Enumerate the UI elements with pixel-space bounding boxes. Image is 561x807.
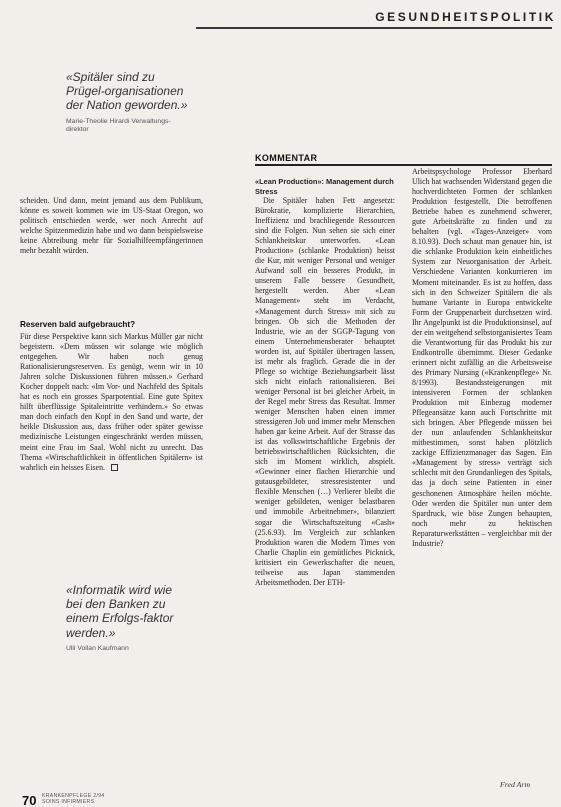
kommentar-column-2 [412,167,552,549]
footer-line: SOINS INFIRMIERS [42,799,95,806]
end-of-article-icon [111,464,118,471]
kommentar-rule [255,164,552,166]
page-number: 70 [22,793,37,807]
article-subhead: Reserven bald aufgebraucht? [20,320,136,329]
article-column-1b [20,332,203,473]
article-text: Für diese Perspektive kann sich Markus Müller gar nicht begeistern. «Dem müssen wir solange wie möglich entgegehen. Wir haben noch genug Rationalisierungsreserven. Es genügt, wenn wir in 10 Jahren solche Diskussionen führen müssen.» Gerhard Kocher doppelt nach: «Im Vor- und Nachfeld des Spitals hat es noch ein grosses Sparpotential. Eine gute Spitex hilft überflüssige Spitaleintritte verhindern.» So etwas man doch einfach den Kopf in den Sand und warte, der heikle Diskussion aus, dass früher oder später gewisse medizinische Leistungen eingeschränkt werden müssen, meint eine Frau im Saal. Wohl nicht zu unrecht. Das Thema «Wirtschaftlichkeit in öffentlichen Spitälern» ist wahrlich ein heisses Eisen. [20,332,203,472]
kommentar-title: «Lean Production»: Management durch Stress [255,177,394,196]
footer-line: KRANKENPFLEGE 2/94 [42,793,105,799]
article-paragraph [20,332,203,473]
kommentar-author: Fred Arm [500,780,531,789]
pull-quote-source: Marie-Theolie Hirardi Verwaltungs-direktor [66,117,171,134]
kommentar-label: KOMMENTAR [255,153,318,163]
pull-quote-source: Ulli Vollan Kaufmann [66,644,129,652]
pull-quote-2 [66,583,191,653]
pull-quote-text: «Spitäler sind zu Prügel-organisationen der Nation geworden.» [66,70,188,113]
kommentar-column-1 [255,177,395,588]
header-rule [196,27,552,29]
footer-publication [42,793,105,805]
pull-quote-1 [66,70,188,134]
article-column-1 [20,196,203,256]
kommentar-paragraph: Die Spitäler haben Fett angesetzt: Bürokratie, komplizierte Hierarchien, Ineffizienz und brachliegende Ressourcen sind die Folgen. Nun sehen sie sich einer Schlankheitskur unterworfen. «Lean Production» (schlanke Produktion) heisst die Kur, mit weniger Personal und weniger Aufwand soll ein besseres Produkt, in unserem Falle bessere Gesundheit, hergestellt werden. Aber «Lean Management» steht im Verdacht, «Management durch Stress» mit sich zu bringen. Ob sich die Methoden der Industrie, wie an der SGGP-Tagung von einem Unternehmensberater behauptet worden ist, auf Spitäler übertragen lassen, ist mehr als fraglich. Gerade die in der Pflege so wichtige Beziehungsarbeit lässt sich nicht einfach rationalisieren. Bei weniger Personal ist bei gleicher Arbeit, in der Regel mehr Stress das Resultat. Immer weniger Menschen haben einen immer stressigeren Job und immer mehr Menschen haben gar keine Arbeit. Auf der Strasse das ist das volkswirtschaftliche Ergebnis der betriebswirtschaftlichen Rücksichten, die sich im Moment wirklich, abspielt. «Gewinner einer flachen Hierarchie und gutausgebildeter, stressresistenter und flexible Menschen (…) Verlierer bleibt die weniger gebildeten, weniger belastbaren und immobile Arbeitnehmer», bilanziert sogar die Wirtschaftszeitung «Cash» (25.6.93). Im Vergleich zur schlanken Produktion waren die Modern Times von Charlie Chaplin ein gemütliches Picknick, kritisiert ein Gewerkschafter die neuen, teilweise aus Japan stammenden Arbeitsmethoden. Der ETH- [255,196,395,587]
article-paragraph: scheiden. Und dann, meint jemand aus dem Publikum, könne es soweit kommen wie im US-Staat Oregon, wo politisch entschieden werde, wer noch Anrecht auf welche Spitzenmedizin habe und wo dann beispielsweise keine Abtreibung mehr für Sozialhilfeempfängerinnen mehr bezahlt würden. [20,196,203,256]
kommentar-paragraph: Arbeitspsychologe Professor Eberhard Ulich hat wachsenden Widerstand gegen die hochverdichteten Formen der schlanken Produktion festgestellt. Die betroffenen Betriebe haben es zunehmend schwerer, gute Arbeitskräfte zu finden und zu behalten (vgl. «Tages-Anzeiger» vom 8.10.93). Doch schaut man genauer hin, ist die schlanke Produktion kein einheitliches System zur Neuorganisation der Arbeit. Verschiedene Varianten konkurrieren im Moment miteinander. Es ist zu hoffen, dass sich in den Schweizer Spitälern die als humane Variante in Europa entwickelte Form der Gruppenarbeit durchsetzen wird. Ihr Angelpunkt ist die Produktionsinsel, auf der ein weitgehend selbstorganisiertes Team die Verantwortung für das Produkt bis zur Endkontrolle übernimmt. Dieser Gedanke erinnert nicht zufällig an die Arbeitsweise des Primary Nursing («Krankenpflege» Nr. 8/1993). Bestandssteigerungen mit intensiveren Formen der schlanken Produktion mit Einbezug moderner Pflegeansätze kann auch Fortschritte mit sich bringen. Aber Pflegende müssen bei der nun anlaufenden Schlankheitskur mitbestimmen, sonst haben plötzlich zackige Effizienzmanager das Sagen. Ein «Management by stress» verträgt sich schlecht mit den Grundanliegen des Spitals, das ja doch seine Patienten in einer geschonenen Atmosphäre heilen möchte. Oder werden die Spitäler nun unter dem Spardruck, wie böse Zungen behaupten, noch mehr zu hektischen Reparaturwerkstätten – vergleichbar mit der Industrie? [412,167,552,548]
section-title: GESUNDHEITSPOLITIK [375,10,556,24]
pull-quote-text: «Informatik wird wie bei den Banken zu einem Erfolgs-faktor werden.» [66,583,174,640]
